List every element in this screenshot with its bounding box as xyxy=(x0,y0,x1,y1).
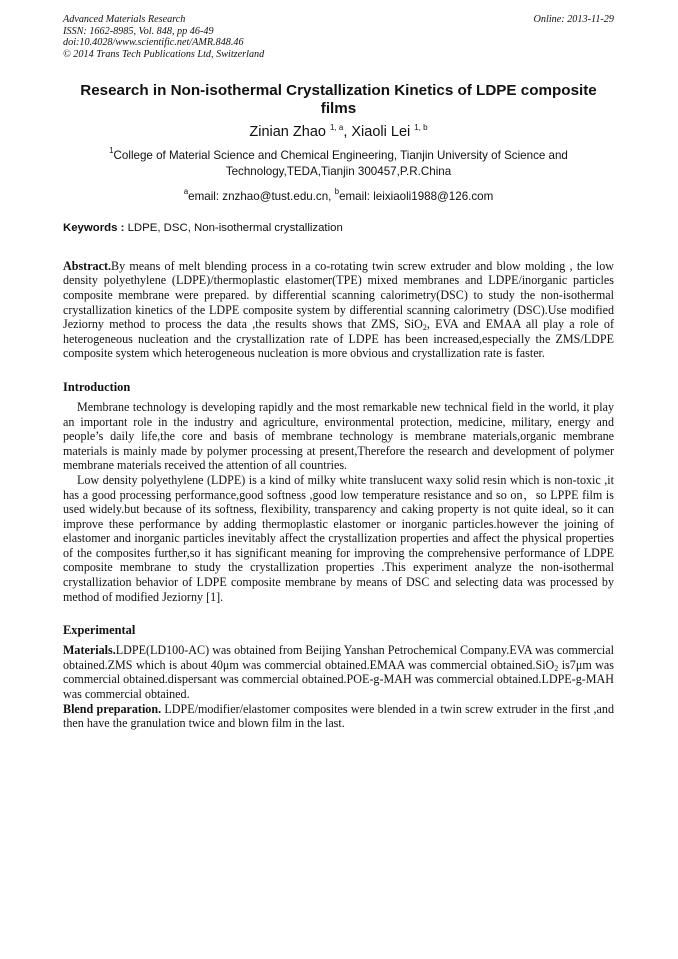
online-date: Online: 2013-11-29 xyxy=(533,14,614,25)
blend-text: LDPE/modifier/elastomer composites were blended in a twin screw extruder in the first ,and then have the granulation twice and blown film in the last. xyxy=(63,701,614,731)
affiliation-superscript: 1 xyxy=(109,146,114,156)
author-superscript: 1, a xyxy=(329,123,344,133)
copyright-line: © 2014 Trans Tech Publications Ltd, Switzerland xyxy=(63,48,265,60)
email-a: email: znzhao@tust.edu.cn, xyxy=(188,189,335,203)
doi-line: doi:10.4028/www.scientific.net/AMR.848.46 xyxy=(63,37,244,49)
journal-header xyxy=(63,14,614,60)
email-b: email: leixiaoli1988@126.com xyxy=(339,189,494,203)
blend-preparation-paragraph xyxy=(63,702,614,731)
author-separator: , xyxy=(343,124,352,141)
paper-title: Research in Non-isothermal Crystallization Kinetics of LDPE composite films xyxy=(80,82,597,118)
journal-name: Advanced Materials Research xyxy=(63,14,186,25)
author-name: Zinian Zhao xyxy=(249,124,330,141)
email-line xyxy=(63,186,614,204)
affiliation xyxy=(81,148,596,178)
materials-label: Materials. xyxy=(63,643,116,658)
keywords xyxy=(63,221,614,236)
blend-label: Blend preparation. xyxy=(63,701,162,716)
keywords-text: LDPE, DSC, Non-isothermal crystallization xyxy=(127,221,343,234)
paper-page xyxy=(63,14,614,731)
email-superscript: a xyxy=(183,186,189,196)
section-heading-experimental: Experimental xyxy=(63,623,136,638)
email-superscript: b xyxy=(334,186,340,196)
materials-text: LDPE(LD100-AC) was obtained from Beijing Yanshan Petrochemical Company.EVA was commercial obtained.ZMS which is about 40μm was commercial obtained.EMAA was commercial obtained.SiO xyxy=(63,643,614,672)
issn-line: ISSN: 1662-8985, Vol. 848, pp 46-49 xyxy=(63,25,214,37)
affiliation-text: College of Material Science and Chemical Engineering, Tianjin University of Science and Technology,TEDA,Tianjin 300457,P.R.China xyxy=(113,149,568,178)
abstract-label: Abstract. xyxy=(63,258,112,273)
subscript: 2 xyxy=(422,323,427,333)
abstract-text: , EVA and EMAA all play a role of heterogeneous nucleation and the crystallization rate of LDPE has been increased,especially the ZMS/LDPE composite system which heterogeneous nucleation is more obvious and crystallization rate is faster. xyxy=(63,317,614,361)
subscript: 2 xyxy=(554,663,559,673)
author-name: Xiaoli Lei xyxy=(351,124,415,141)
abstract xyxy=(63,259,614,361)
materials-paragraph xyxy=(63,643,614,701)
materials-text: is7μm was commercial obtained.dispersant was commercial obtained.POE-g-MAH was commercial obtained.LDPE-g-MAH was commercial obtained. xyxy=(63,657,614,702)
introduction-paragraph: Low density polyethylene (LDPE) is a kind of milky white translucent waxy solid resin which is non-toxic ,it has a good processing performance,good softness ,good low temperature resistance and so on，so LPPE film is used widely.but because of its softness, flexibility, transparency and caking property is not quite ideal, so it can improve these performance by adding thermoplastic elastomer or inorganic particles.however the joining of elastomer and inorganic particles inevitably affect the crystallization properties and affect the physical properties of the composites further,so it has significant meaning for improving the comprehensive performance of LDPE composite membrane to study the crystallization properties .This experiment analyze the non-isothermal crystallization behavior of LDPE composite membrane by means of DSC and selecting data was processed by method of modified Jeziorny [1]. xyxy=(63,472,614,604)
author-superscript: 1, b xyxy=(414,123,428,133)
introduction-paragraph: Membrane technology is developing rapidly and the most remarkable new technical field in the world, it play an important role in the industry and agriculture, environmental protection, medicine, military, energy and people’s daily life,the core and basis of membrane technology is membrane materials,organic membrane materials is mainly made by polymer processing at present,Therefore the research and development of polymer membrane materials received the attention of all countries. xyxy=(63,399,614,473)
author-list xyxy=(63,123,614,141)
section-heading-introduction: Introduction xyxy=(63,379,131,394)
abstract-text: By means of melt blending process in a co-rotating twin screw extruder and blow molding , the low density polyethylene (LDPE)/thermoplastic elastomer(TPE) mixed membranes and LDPE/inorganic particles composite membrane were prepared. by differential scanning calorimetry(DSC) to study the non-isothermal crystallization kinetics of the LDPE composite system by differential scanning calorimetry (DSC).Use modified Jeziorny method to process the data ,the results shows that ZMS, SiO xyxy=(63,258,614,332)
keywords-label: Keywords : xyxy=(63,221,128,234)
